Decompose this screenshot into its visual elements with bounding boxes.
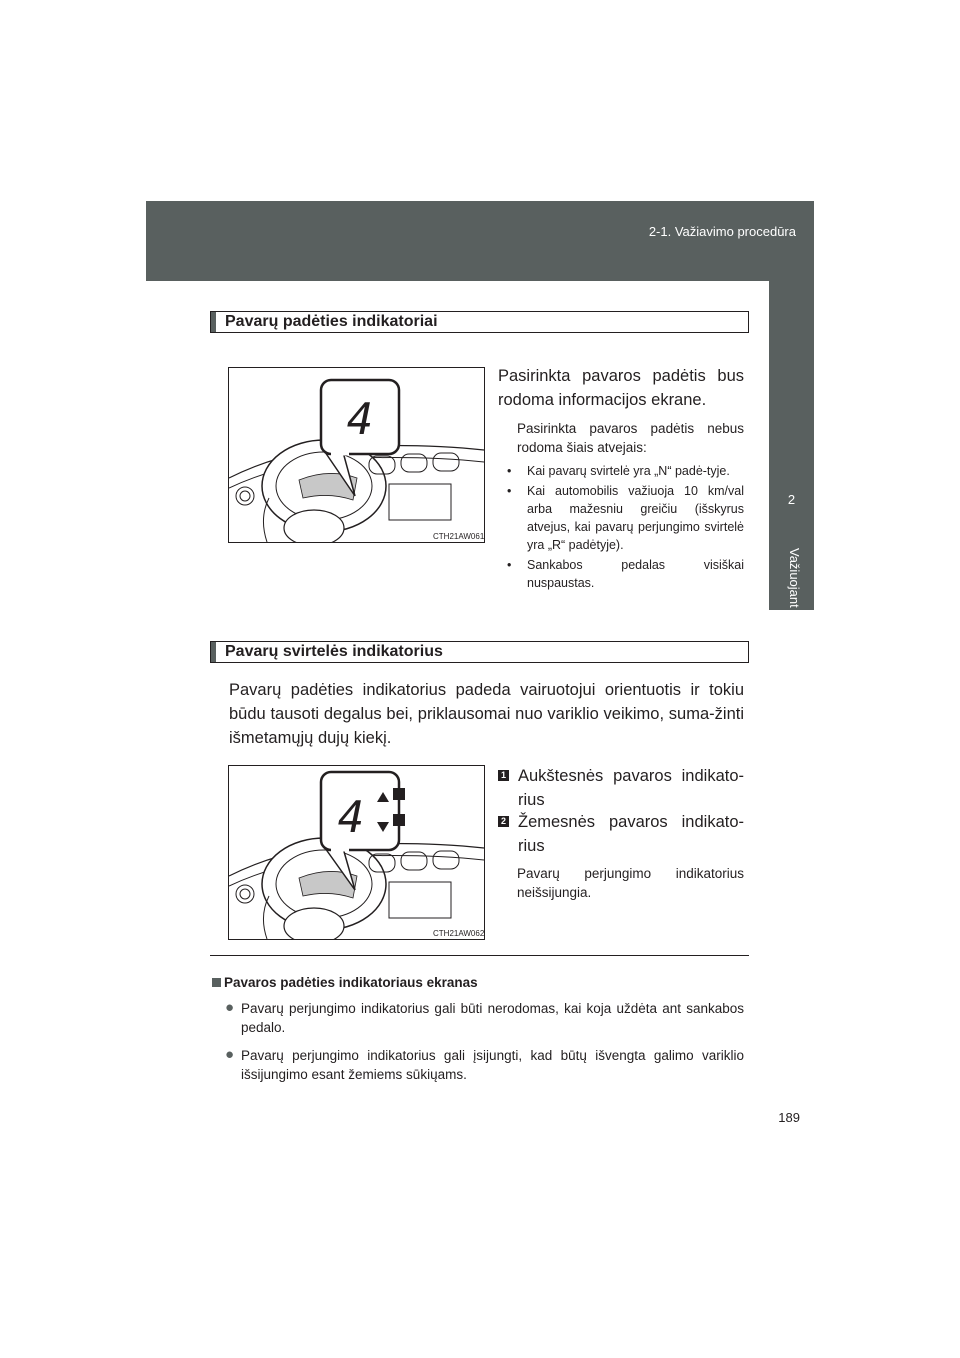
dashboard-illustration-1 [228,367,485,543]
note-item [225,999,744,1037]
section2-item-2 [498,810,744,858]
section-heading-gear-position [210,311,749,333]
circle-bullet-icon: ● [225,1046,235,1063]
page-number: 189 [778,1110,800,1125]
bullet-text: Kai automobilis važiuoja 10 km/val arba mažesniu greičiu (išskyrus atvejus, kai pavarų perjungimo svirtelė yra „R“ padėtyje). [527,484,744,552]
note-text: Pavarų perjungimo indikatorius gali įsijungti, kad būtų išvengta galimo variklio išsijungimo esant žemiems sūkiųams. [241,1048,744,1082]
item-number-badge: 1 [498,770,509,781]
dashboard-drawing [229,368,484,542]
dashboard-drawing [229,766,484,939]
section2-item-1 [498,764,744,812]
chapter-label: Važiuojant [787,548,802,608]
bullet-text: Sankabos pedalas visiškai nuspaustas. [527,558,744,590]
section2-note: Pavarų perjungimo indikatorius neišsijungia. [517,866,744,900]
section-title: Pavarų svirtelės indikatorius [225,643,443,660]
item-text: Žemesnės pavaros indikato-rius [518,813,744,855]
section1-bullets [507,462,744,592]
section2-intro: Pavarų padėties indikatorius padeda vairuotojui orientuotis ir tokiu būdu tausoti degalus bei, priklausomai nuo variklio veikimo, suma-žinti išmetamųjų dujų kiekį. [229,681,744,747]
figure-code: CTH21AW062 [433,929,485,938]
chapter-number: 2 [787,492,796,507]
note-text: Pavarų perjungimo indikatorius gali būti nerodomas, kai koja uždėta ant sankabos pedalo. [241,1001,744,1035]
note-item [225,1046,744,1084]
dashboard-illustration-2 [228,765,485,940]
section1-body: Pasirinkta pavaros padėtis bus rodoma informacijos ekrane. [498,367,744,409]
bullet-mark: • [507,464,512,478]
item-text: Aukštesnės pavaros indikato-rius [518,767,744,809]
bullet-item [507,556,744,592]
numbered-item [498,810,744,858]
heading-accent [211,312,216,332]
notes-heading-text: Pavaros padėties indikatoriaus ekranas [224,975,478,990]
bullet-mark: • [507,484,512,498]
square-bullet-icon [212,978,221,987]
bullet-mark: • [507,558,512,572]
circle-bullet-icon: ● [225,999,235,1016]
notes-list [225,999,744,1084]
section-heading-shift-indicator [210,641,749,663]
gear-digit: 4 [346,394,374,445]
bullet-item [507,482,744,554]
section-title: Pavarų padėties indikatoriai [225,313,438,330]
numbered-item [498,764,744,812]
notes-divider [210,955,749,956]
header-bar [146,201,814,281]
heading-accent [211,642,216,662]
bullet-text: Kai pavarų svirtelė yra „N“ padė-tyje. [527,464,730,478]
section1-note: Pasirinkta pavaros padėtis nebus rodoma šiais atvejais: [517,421,744,455]
item-number-badge: 2 [498,816,509,827]
figure-code: CTH21AW061 [433,532,485,541]
bullet-item [507,462,744,480]
section-breadcrumb: 2-1. Važiavimo procedūra [648,224,796,239]
notes-heading [212,975,478,990]
gear-digit: 4 [337,792,365,843]
